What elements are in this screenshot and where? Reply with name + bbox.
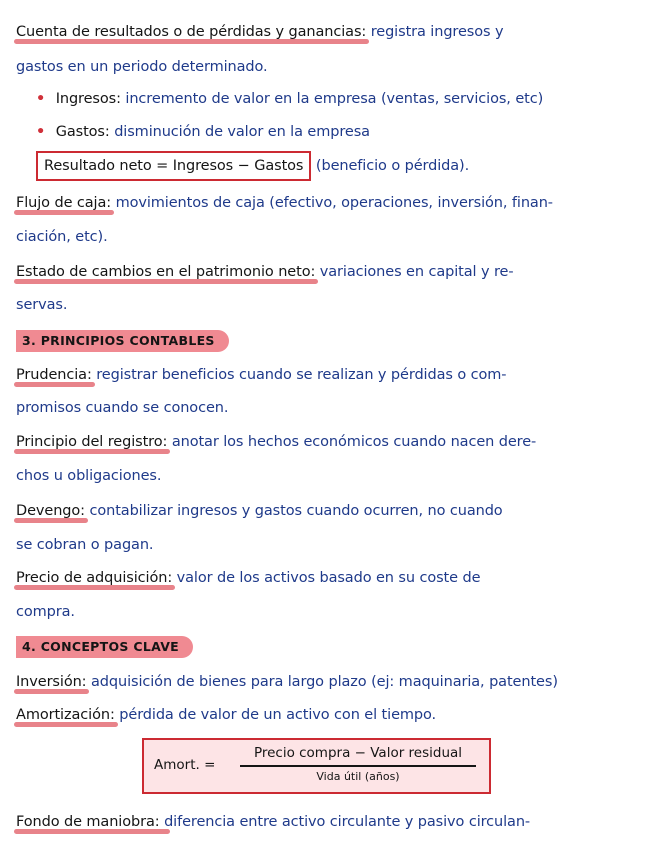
registry-line-1 [16,432,645,452]
registry-def-1: anotar los hechos económicos cuando nacen dere- [171,434,537,450]
fraction-bar [240,765,476,767]
prudence-def-1: registrar beneficios cuando se realizan y pérdidas o com- [96,367,507,383]
ingresos-term: Ingresos: [55,91,121,107]
section-4-banner: 4. CONCEPTOS CLAVE [16,636,193,658]
registry-term: Principio del registro: [16,434,168,450]
formula-lhs: Amort. = [154,757,216,773]
acquisition-term: Precio de adquisición: [16,570,173,586]
cash-flow-def-2: ciación, etc). [16,229,108,245]
results-def-2: gastos en un periodo determinado. [16,59,268,75]
gastos-term: Gastos: [55,124,110,140]
gastos-bullet [36,122,645,142]
section-3-banner: 3. PRINCIPIOS CONTABLES [16,330,229,352]
accrual-def-2: se cobran o pagan. [16,537,154,553]
equity-line-1 [16,262,645,282]
results-def-1: registra ingresos y [370,24,504,40]
cash-flow-line-1 [16,193,645,213]
prudence-def-2: promisos cuando se conocen. [16,400,229,416]
ingresos-bullet [36,89,645,109]
prudence-line-1 [16,365,645,385]
investment-line [16,672,645,692]
cash-flow-def-1: movimientos de caja (efectivo, operaciones, inversión, finan- [115,195,553,211]
acquisition-line-1 [16,568,645,588]
acquisition-line-2 [16,602,645,622]
cash-flow-term: Flujo de caja: [16,195,112,211]
prudence-line-2 [16,398,645,418]
cash-flow-line-2 [16,227,645,247]
registry-line-2 [16,466,645,486]
formula-denominator: Vida útil (años) [316,770,400,783]
working-capital-def-1: diferencia entre activo circulante y pasivo circulan- [164,814,531,830]
results-term: Cuenta de resultados o de pérdidas y ganancias: [16,24,367,40]
equity-def-1: variaciones en capital y re- [319,264,514,280]
equity-def-2: servas. [16,297,68,313]
amortization-term: Amortización: [16,707,115,723]
results-line-1 [16,22,645,42]
equity-term: Estado de cambios en el patrimonio neto: [16,264,316,280]
ingresos-def: incremento de valor en la empresa (ventas, servicios, etc) [125,91,544,107]
accrual-line-1 [16,501,645,521]
net-result-note: (beneficio o pérdida). [315,158,470,174]
bullet-icon: • [36,124,46,140]
amortization-line [16,705,645,725]
accrual-def-1: contabilizar ingresos y gastos cuando ocurren, no cuando [89,503,503,519]
registry-def-2: chos u obligaciones. [16,468,162,484]
formula-numerator: Precio compra − Valor residual [253,745,463,761]
amortization-def-1: pérdida de valor de un activo con el tiempo. [119,707,437,723]
investment-term: Inversión: [16,674,87,690]
net-result-formula: Resultado neto = Ingresos − Gastos [36,151,311,181]
gastos-def: disminución de valor en la empresa [114,124,370,140]
accrual-term: Devengo: [16,503,85,519]
amortization-formula-box [142,738,491,794]
equity-line-2 [16,295,645,315]
results-line-2 [16,57,645,77]
net-result-line [36,151,645,181]
acquisition-def-2: compra. [16,604,75,620]
working-capital-line [16,812,645,832]
prudence-term: Prudencia: [16,367,92,383]
working-capital-term: Fondo de maniobra: [16,814,160,830]
bullet-icon: • [36,91,46,107]
investment-def-1: adquisición de bienes para largo plazo (ej: maquinaria, patentes) [90,674,558,690]
accrual-line-2 [16,535,645,555]
acquisition-def-1: valor de los activos basado en su coste de [176,570,481,586]
